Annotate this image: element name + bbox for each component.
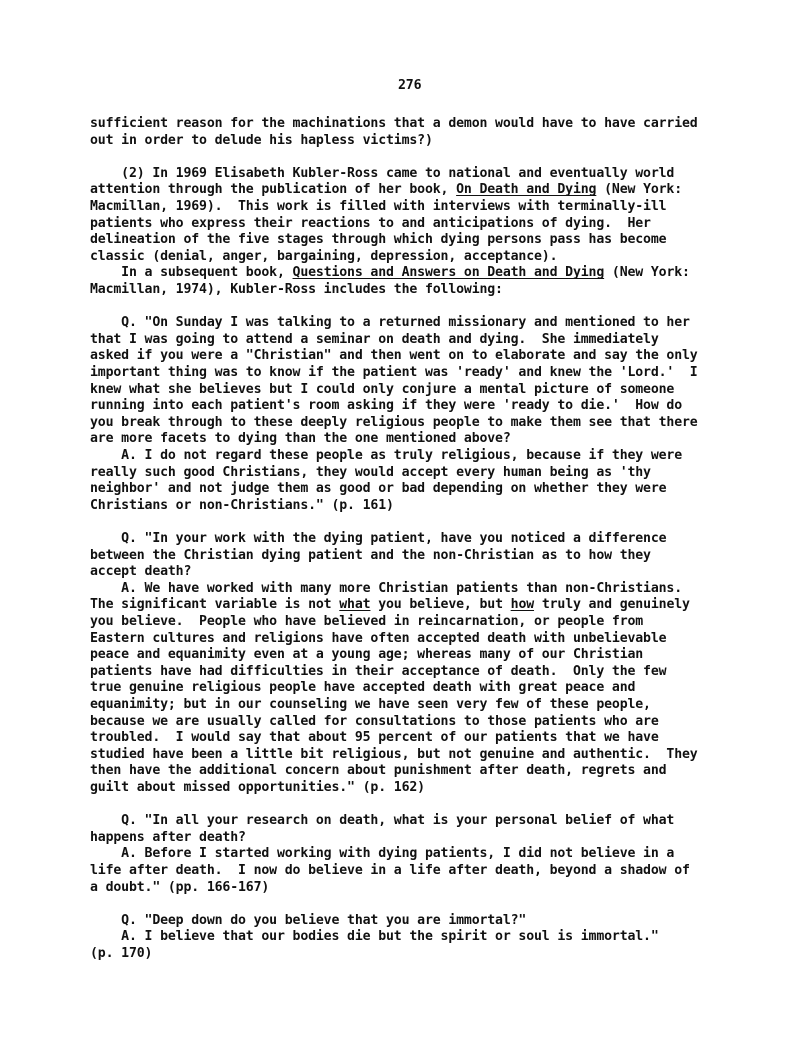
- text-segment: Macmillan, 1974), Kubler-Ross includes the following:: [90, 282, 503, 297]
- text-line: [90, 880, 269, 897]
- text-line: [90, 647, 643, 664]
- text-segment: peace and equanimity even at a young age; whereas many of our Christian: [90, 647, 644, 663]
- text-segment: Q. "In your work with the dying patient, have you noticed a difference: [90, 531, 667, 546]
- text-segment: classic (denial, anger, bargaining, depression, acceptance).: [90, 248, 558, 264]
- text-segment: knew what she believes but I could only conjure a mental picture of someone: [90, 381, 675, 397]
- text-segment: really such good Christians, they would accept every human being as 'thy: [90, 464, 651, 480]
- text-line: [90, 348, 698, 365]
- underlined-text: On Death and Dying: [456, 182, 597, 198]
- text-segment: between the Christian dying patient and the non-Christian as to how they: [90, 547, 651, 563]
- text-line: [90, 830, 246, 847]
- text-segment: (New York:: [596, 182, 683, 198]
- text-segment: truly and genuinely: [534, 597, 690, 613]
- text-line: [90, 448, 682, 465]
- text-line: [90, 199, 666, 216]
- text-line: [90, 166, 674, 183]
- text-line: [90, 631, 666, 648]
- text-segment: Macmillan, 1969). This work is filled with interviews with terminally-ill: [90, 199, 667, 214]
- text-line: [90, 697, 651, 714]
- text-segment: In a subsequent book,: [90, 265, 293, 281]
- text-segment: neighbor' and not judge them as good or bad depending on whether they were: [90, 481, 667, 497]
- text-line: [90, 664, 666, 681]
- text-line: [90, 581, 682, 598]
- text-segment: attention through the publication of her book,: [90, 182, 457, 198]
- text-line: [90, 863, 690, 880]
- text-segment: you break through to these deeply religious people to make them see that there: [90, 414, 698, 430]
- text-line: [90, 597, 690, 614]
- text-segment: accept death?: [90, 564, 192, 580]
- text-segment: you believe. People who have believed in reincarnation, or people from: [90, 614, 644, 629]
- text-segment: true genuine religious people have accepted death with great peace and: [90, 680, 636, 696]
- text-line: [90, 249, 557, 266]
- text-segment: (p. 170): [90, 946, 153, 961]
- text-line: [90, 614, 643, 631]
- text-segment: Christians or non-Christians." (p. 161): [90, 497, 394, 513]
- text-line: [90, 946, 152, 963]
- text-line: [90, 431, 511, 448]
- text-line: [90, 315, 690, 332]
- underlined-text: Questions and Answers on Death and Dying: [292, 265, 605, 281]
- text-segment: running into each patient's room asking if they were 'ready to die.' How do: [90, 398, 683, 414]
- text-line: [90, 365, 698, 382]
- text-segment: are more facets to dying than the one mentioned above?: [90, 431, 511, 447]
- text-segment: asked if you were a "Christian" and then went on to elaborate and say the only: [90, 348, 698, 364]
- text-segment: Eastern cultures and religions have often accepted death with unbelievable: [90, 630, 667, 646]
- text-segment: life after death. I now do believe in a life after death, beyond a shadow of: [90, 863, 690, 878]
- text-segment: delineation of the five stages through which dying persons pass has become: [90, 232, 667, 248]
- text-segment: out in order to delude his hapless victims?): [90, 132, 433, 148]
- text-segment: because we are usually called for consultations to those patients who are: [90, 713, 659, 729]
- text-segment: Q. "On Sunday I was talking to a returned missionary and mentioned to her: [90, 315, 690, 331]
- text-line: [90, 415, 698, 432]
- text-segment: troubled. I would say that about 95 percent of our patients that we have: [90, 730, 659, 746]
- text-line: [90, 747, 698, 764]
- text-segment: (2) In 1969 Elisabeth Kubler-Ross came to national and eventually world: [90, 165, 675, 181]
- text-line: [90, 398, 682, 415]
- text-segment: a doubt." (pp. 166-167): [90, 879, 270, 895]
- text-line: [90, 498, 394, 515]
- text-segment: sufficient reason for the machinations that a demon would have to have carried: [90, 116, 698, 131]
- text-segment: patients who express their reactions to and anticipations of dying. Her: [90, 215, 651, 231]
- text-line: [90, 116, 698, 133]
- text-line: [90, 232, 666, 249]
- text-segment: you believe, but: [370, 597, 511, 613]
- text-segment: that I was going to attend a seminar on death and dying. She immediately: [90, 331, 659, 347]
- text-line: [90, 265, 690, 282]
- text-line: [90, 133, 433, 150]
- text-segment: patients have had difficulties in their acceptance of death. Only the few: [90, 663, 667, 679]
- text-segment: equanimity; but in our counseling we have seen very few of these people,: [90, 697, 651, 712]
- text-line: [90, 763, 666, 780]
- text-line: [90, 465, 651, 482]
- text-segment: happens after death?: [90, 829, 246, 845]
- text-line: [90, 481, 666, 498]
- text-segment: (New York:: [604, 265, 690, 281]
- text-segment: A. We have worked with many more Christian patients than non-Christians.: [90, 580, 683, 596]
- text-segment: studied have been a little bit religious, but not genuine and authentic. They: [90, 746, 698, 762]
- text-segment: A. I believe that our bodies die but the spirit or soul is immortal.": [90, 929, 659, 945]
- text-line: [90, 929, 659, 946]
- text-line: [90, 182, 682, 199]
- text-line: [90, 564, 191, 581]
- underlined-text: how: [510, 597, 535, 613]
- text-line: [90, 680, 635, 697]
- text-segment: The significant variable is not: [90, 597, 340, 613]
- text-line: [90, 382, 674, 399]
- text-segment: Q. "Deep down do you believe that you are immortal?": [90, 912, 527, 928]
- text-line: [90, 913, 526, 930]
- text-line: [90, 548, 651, 565]
- underlined-text: what: [339, 597, 371, 613]
- text-segment: guilt about missed opportunities." (p. 162): [90, 780, 425, 795]
- text-line: [90, 846, 674, 863]
- text-line: [90, 730, 659, 747]
- text-line: [90, 813, 674, 830]
- text-line: [90, 531, 666, 548]
- text-segment: important thing was to know if the patient was 'ready' and knew the 'Lord.' I: [90, 365, 698, 380]
- text-segment: then have the additional concern about punishment after death, regrets and: [90, 763, 667, 779]
- text-line: [90, 282, 503, 299]
- text-segment: A. I do not regard these people as truly religious, because if they were: [90, 448, 683, 463]
- page-number: 276: [398, 78, 422, 93]
- text-segment: Q. "In all your research on death, what is your personal belief of what: [90, 813, 675, 829]
- text-line: [90, 780, 425, 797]
- text-line: [90, 332, 659, 349]
- text-line: [90, 216, 651, 233]
- text-line: [90, 714, 659, 731]
- text-segment: A. Before I started working with dying patients, I did not believe in a: [90, 846, 675, 862]
